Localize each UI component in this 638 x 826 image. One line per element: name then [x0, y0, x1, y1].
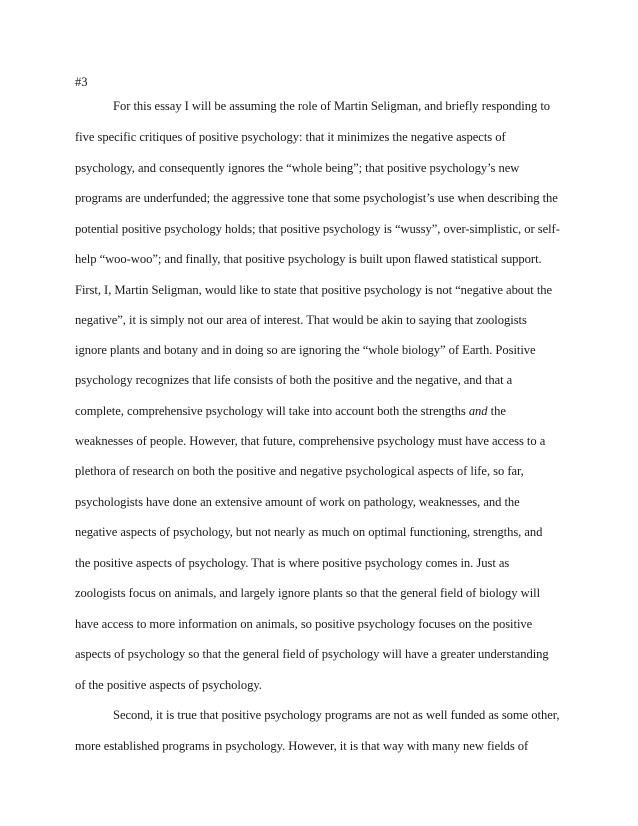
paragraph-line: more established programs in psychology. However, it is that way with many new fields of [75, 739, 529, 753]
paragraph-line: potential positive psychology holds; that positive psychology is “wussy”, over-simplistic, or self- [75, 222, 560, 236]
paragraph-line: First, I, Martin Seligman, would like to state that positive psychology is not “negative about the [75, 283, 553, 297]
paragraph-line: Second, it is true that positive psychology programs are not as well funded as some other, [113, 708, 560, 722]
paragraph-line: aspects of psychology so that the general field of psychology will have a greater understanding [75, 647, 549, 661]
paragraph-line: programs are underfunded; the aggressive tone that some psychologist’s use when describing the [75, 191, 558, 205]
paragraph-line: the positive aspects of psychology. That is where positive psychology comes in. Just as [75, 556, 510, 570]
paragraph-line: weaknesses of people. However, that future, comprehensive psychology must have access to a [75, 434, 546, 448]
paragraph-line: psychologists have done an extensive amount of work on pathology, weaknesses, and the [75, 495, 520, 509]
paragraph-line: of the positive aspects of psychology. [75, 678, 262, 692]
paragraph-line: negative”, it is simply not our area of interest. That would be akin to saying that zoologists [75, 313, 527, 327]
paragraph-line: For this essay I will be assuming the role of Martin Seligman, and briefly responding to [113, 99, 551, 113]
paragraph-line: negative aspects of psychology, but not nearly as much on optimal functioning, strengths, and [75, 525, 543, 539]
line-text: complete, comprehensive psychology will take into account both the strengths [75, 404, 469, 418]
paragraph-line: five specific critiques of positive psychology: that it minimizes the negative aspects of [75, 130, 506, 144]
paragraph-line: help “woo-woo”; and finally, that positive psychology is built upon flawed statistical support. [75, 252, 542, 266]
line-text: the [487, 404, 506, 418]
emphasized-word: and [468, 404, 488, 418]
paragraph-line: plethora of research on both the positive and negative psychological aspects of life, so far, [75, 464, 524, 478]
paragraph-line: psychology recognizes that life consists of both the positive and the negative, and that a [75, 373, 513, 387]
paragraph-line: zoologists focus on animals, and largely ignore plants so that the general field of biology will [75, 586, 541, 600]
paragraph-line: have access to more information on animals, so positive psychology focuses on the positive [75, 617, 533, 631]
paragraph-line [75, 402, 506, 420]
paragraph-line: psychology, and consequently ignores the “whole being”; that positive psychology’s new [75, 161, 520, 175]
page-heading: #3 [75, 75, 88, 89]
paragraph-line: ignore plants and botany and in doing so are ignoring the “whole biology” of Earth. Positive [75, 343, 536, 357]
